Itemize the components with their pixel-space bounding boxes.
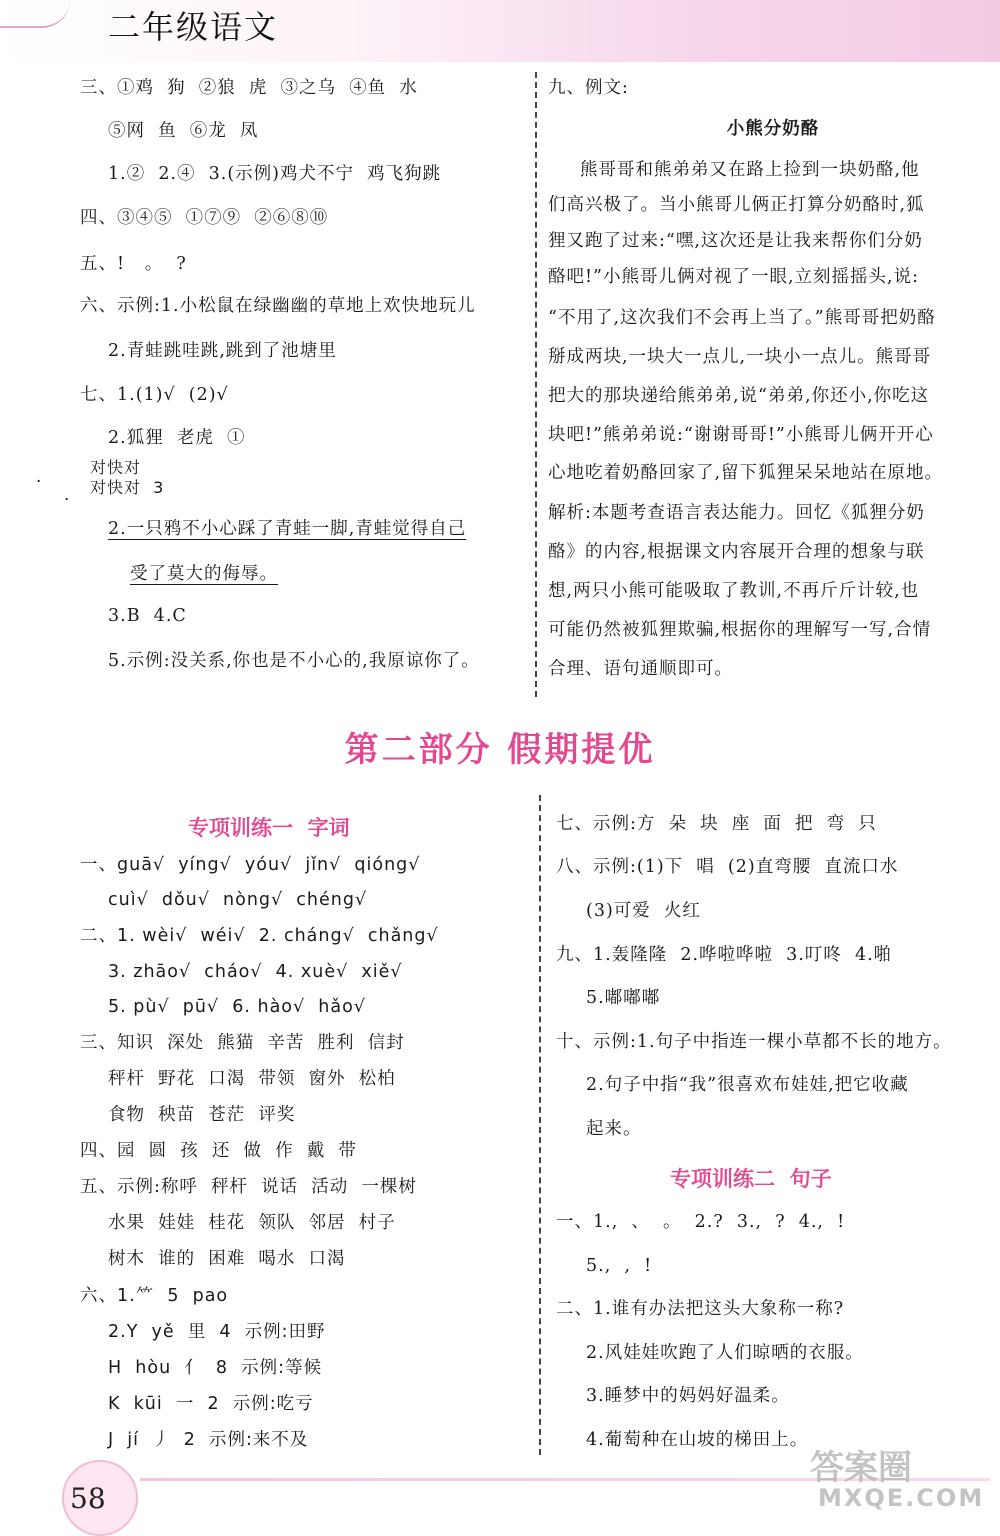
answer-line: 3.睡梦中的妈妈好温柔。 xyxy=(586,1386,790,1406)
answer-line: 5., , ! xyxy=(586,1256,653,1276)
answer-line: 五、! 。 ? xyxy=(80,254,187,274)
analysis-line: 酪》的内容,根据课文内容展开合理的想象与联 xyxy=(548,542,925,562)
answer-line: 秤杆 野花 口渴 带领 窗外 松柏 xyxy=(108,1069,396,1089)
stray-mark: · xyxy=(64,490,70,510)
answer-line: 食物 秧苗 苍茫 评奖 xyxy=(108,1105,296,1125)
answer-line: 水果 娃娃 桂花 领队 邻居 村子 xyxy=(108,1213,396,1233)
essay-title: 小熊分奶酪 xyxy=(726,119,820,139)
analysis-line: 想,两只小熊可能吸取了教训,不再斤斤计较,也 xyxy=(548,581,920,601)
essay-line: 狸又跑了过来:“嘿,这次还是让我来帮你们分奶 xyxy=(548,231,923,251)
essay-line: 把大的那块递给熊弟弟,说“弟弟,你还小,你吃这 xyxy=(548,386,930,406)
answer-line: 对快对 3 xyxy=(90,478,165,497)
essay-line: 们高兴极了。当小熊哥儿俩正打算分奶酪时,狐 xyxy=(548,195,925,215)
essay-line: 掰成两块,一块大一点儿,一块小一点儿。熊哥哥 xyxy=(548,347,932,367)
answer-line: 2.句子中指“我”很喜欢布娃娃,把它收藏 xyxy=(586,1075,909,1095)
answer-line: cuì√ dǒu√ nòng√ chéng√ xyxy=(108,890,368,910)
watermark-url: MXQE.COM xyxy=(818,1484,985,1512)
answer-line: 二、1.谁有办法把这头大象称一称? xyxy=(556,1299,845,1319)
answer-line: H hòu 亻 8 示例:等候 xyxy=(108,1358,323,1378)
answer-line: 5. pù√ pū√ 6. hào√ hǎo√ xyxy=(108,997,366,1017)
answer-line: 六、1.⺮ 5 pao xyxy=(80,1286,229,1306)
answer-line: 2.一只鸦不小心踩了青蛙一脚,青蛙觉得自己 xyxy=(108,519,467,539)
page-header-title: 二年级语文 xyxy=(108,8,279,46)
answer-line: 一、guā√ yíng√ yóu√ jǐn√ qióng√ xyxy=(80,855,421,875)
watermark xyxy=(810,1440,995,1512)
answer-line: 七、1.(1)√ (2)√ xyxy=(80,385,229,405)
answer-line: ⑤网 鱼 ⑥龙 凤 xyxy=(108,121,259,141)
answer-line: 5.嘟嘟嘟 xyxy=(586,988,661,1008)
answer-line: (3)可爱 火红 xyxy=(586,901,701,921)
answer-line: 三、①鸡 狗 ②狼 虎 ③之乌 ④鱼 水 xyxy=(80,78,418,98)
answer-line: K kūi 一 2 示例:吃亏 xyxy=(108,1394,314,1414)
essay-line: 心地吃着奶酪回家了,留下狐狸呆呆地站在原地。 xyxy=(548,463,944,483)
essay-line: 熊哥哥和熊弟弟又在路上捡到一块奶酪,他 xyxy=(580,160,920,180)
analysis-line: 合理、语句通顺即可。 xyxy=(548,659,733,679)
essay-line: 酪吧!”小熊哥儿俩对视了一眼,立刻摇摇头,说: xyxy=(548,267,919,287)
analysis-line: 可能仍然被狐狸欺骗,根据你的理解写一写,合情 xyxy=(548,620,932,640)
answer-line: 树木 谁的 困难 喝水 口渴 xyxy=(108,1249,346,1269)
answer-line: 2.Y yě 里 4 示例:田野 xyxy=(108,1322,326,1342)
answer-line: 2.风娃娃吹跑了人们晾晒的衣服。 xyxy=(586,1343,864,1363)
essay-line: “不用了,这次我们不会再上当了。”熊哥哥把奶酪 xyxy=(548,308,936,328)
section-title: 第二部分 假期提优 xyxy=(344,730,656,770)
answer-line: 3.B 4.C xyxy=(108,606,187,626)
answer-line: 十、示例:1.句子中指连一棵小草都不长的地方。 xyxy=(556,1032,952,1052)
answer-line: 2.青蛙跳哇跳,跳到了池塘里 xyxy=(108,341,337,361)
stray-mark: · xyxy=(36,472,42,492)
answer-line: J jí 丿 2 示例:来不及 xyxy=(108,1430,309,1450)
column-divider xyxy=(539,795,541,1455)
answer-line: 对快对 xyxy=(90,458,142,477)
watermark-text: 答案圈 xyxy=(810,1448,912,1488)
subsection-title: 专项训练一 字词 xyxy=(188,815,350,840)
answer-line: 起来。 xyxy=(586,1119,642,1139)
analysis-line: 解析:本题考查语言表达能力。回忆《狐狸分奶 xyxy=(548,503,925,523)
answer-line: 四、园 圆 孩 还 做 作 戴 带 xyxy=(80,1141,357,1161)
subsection-title: 专项训练二 句子 xyxy=(670,1166,832,1191)
answer-line: 5.示例:没关系,你也是不小心的,我原谅你了。 xyxy=(108,651,480,671)
answer-line: 2.狐狸 老虎 ① xyxy=(108,428,246,448)
answer-line: 七、示例:方 朵 块 座 面 把 弯 只 xyxy=(556,814,877,834)
answer-line: 六、示例:1.小松鼠在绿幽幽的草地上欢快地玩儿 xyxy=(80,296,476,316)
essay-line: 块吧!”熊弟弟说:“谢谢哥哥!”小熊哥儿俩开开心 xyxy=(548,425,934,445)
answer-line: 1.② 2.④ 3.(示例)鸡犬不宁 鸡飞狗跳 xyxy=(108,164,442,184)
answer-line: 受了莫大的侮辱。 xyxy=(130,564,278,584)
answer-line: 3. zhāo√ cháo√ 4. xuè√ xiě√ xyxy=(108,962,403,982)
page-number: 58 xyxy=(70,1482,106,1515)
column-divider xyxy=(535,72,537,697)
answer-line: 八、示例:(1)下 唱 (2)直弯腰 直流口水 xyxy=(556,857,899,877)
essay-label: 九、例文: xyxy=(548,78,629,98)
answer-line: 二、1. wèi√ wéi√ 2. cháng√ chǎng√ xyxy=(80,926,439,946)
answer-line: 4.葡萄种在山坡的梯田上。 xyxy=(586,1430,809,1450)
answer-line: 九、1.轰隆隆 2.哗啦哗啦 3.叮咚 4.啪 xyxy=(556,945,893,965)
answer-line: 四、③④⑤ ①⑦⑨ ②⑥⑧⑩ xyxy=(80,208,329,228)
answer-line: 五、示例:称呼 秤杆 说话 活动 一棵树 xyxy=(80,1177,417,1197)
answer-line: 一、1., 、 。 2.? 3., ? 4., ! xyxy=(556,1212,846,1232)
answer-line: 三、知识 深处 熊猫 辛苦 胜利 信封 xyxy=(80,1033,405,1053)
